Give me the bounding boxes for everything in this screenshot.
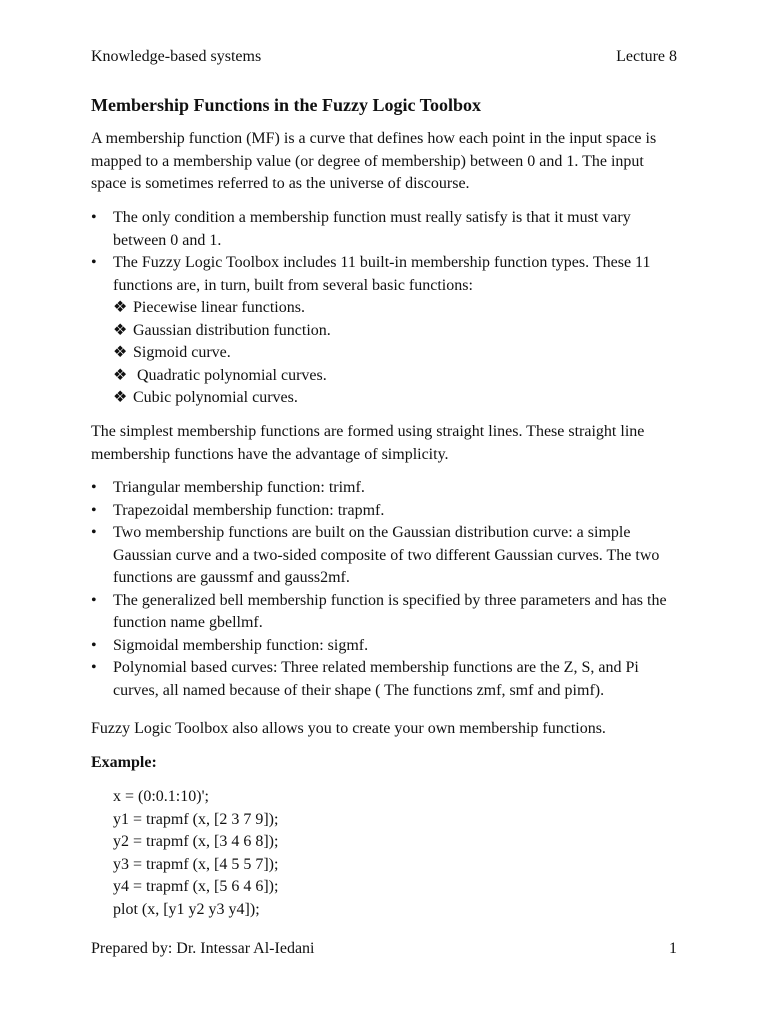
sub-list-item <box>113 342 681 365</box>
bullet-list-mf-types <box>91 477 681 702</box>
list-item <box>91 500 681 523</box>
bullet-icon: • <box>91 479 97 496</box>
code-line: y3 = trapmf (x, [4 5 5 7]); <box>113 855 279 873</box>
header-course: Knowledge-based systems <box>91 48 262 65</box>
bullet-list-conditions <box>91 207 681 410</box>
sub-list-item <box>113 297 681 320</box>
sub-list-item <box>113 365 681 388</box>
paragraph-straight-lines: The simplest membership functions are formed using straight lines. These straight line membership functions have the advantage of simplicity. <box>91 423 645 463</box>
bullet-icon: • <box>91 254 97 271</box>
footer-author: Prepared by: Dr. Intessar Al-Iedani <box>91 940 315 957</box>
list-item-text: The generalized bell membership function is specified by three parameters and has the function name gbellmf. <box>113 591 667 631</box>
header-lecture: Lecture 8 <box>616 48 677 65</box>
code-line: plot (x, [y1 y2 y3 y4]); <box>113 900 260 918</box>
list-item <box>91 657 681 702</box>
bullet-icon: • <box>91 209 97 226</box>
code-line: y1 = trapmf (x, [2 3 7 9]); <box>113 810 279 828</box>
diamond-bullet-icon: ❖ <box>113 344 128 361</box>
bullet-icon: • <box>91 524 97 541</box>
bullet-icon: • <box>91 636 97 654</box>
code-line: y4 = trapmf (x, [5 6 4 6]); <box>113 878 279 895</box>
page-footer <box>91 939 677 959</box>
list-item-text: The Fuzzy Logic Toolbox includes 11 built-in membership function types. These 11 functions are, in turn, built from several basic functions: <box>113 254 651 294</box>
sub-list-basic-functions <box>113 297 681 410</box>
sub-list-item-text: Quadratic polynomial curves. <box>133 366 327 384</box>
bullet-icon: • <box>91 659 97 676</box>
code-line: y2 = trapmf (x, [3 4 6 8]); <box>113 833 279 850</box>
diamond-bullet-icon: ❖ <box>113 321 128 339</box>
list-item-text: The only condition a membership function must really satisfy is that it must vary between 0 and 1. <box>113 209 631 249</box>
sub-list-item <box>113 320 681 343</box>
list-item-text: Triangular membership function: trimf. <box>113 479 365 496</box>
code-example <box>113 786 278 921</box>
paragraph-custom-mf: Fuzzy Logic Toolbox also allows you to create your own membership functions. <box>91 720 606 737</box>
diamond-bullet-icon: ❖ <box>113 389 128 406</box>
list-item-text: Sigmoidal membership function: sigmf. <box>113 636 369 654</box>
sub-list-item-text: Piecewise linear functions. <box>133 299 305 316</box>
diamond-bullet-icon: ❖ <box>113 366 128 384</box>
sub-list-item-text: Gaussian distribution function. <box>133 321 331 339</box>
list-item <box>91 252 681 410</box>
list-item <box>91 522 681 590</box>
section-title: Membership Functions in the Fuzzy Logic Toolbox <box>91 95 482 115</box>
page-number: 1 <box>669 940 677 957</box>
sub-list-item-text: Cubic polynomial curves. <box>133 389 298 406</box>
bullet-icon: • <box>91 501 97 519</box>
sub-list-item <box>113 387 681 410</box>
page-header <box>91 47 677 67</box>
list-item-text: Two membership functions are built on the Gaussian distribution curve: a simple Gaussian curve and a two-sided composite of two different Gaussian curves. The two functions are gaussmf and gauss2mf. <box>113 524 660 586</box>
diamond-bullet-icon: ❖ <box>113 299 128 316</box>
example-heading: Example: <box>91 754 157 771</box>
list-item-text: Polynomial based curves: Three related membership functions are the Z, S, and Pi curves, all named because of their shape ( The functions zmf, smf and pimf). <box>113 659 639 699</box>
code-line: x = (0:0.1:10)'; <box>113 788 209 805</box>
sub-list-item-text: Sigmoid curve. <box>133 344 231 361</box>
list-item <box>91 207 681 252</box>
list-item <box>91 477 681 500</box>
list-item <box>91 590 681 635</box>
bullet-icon: • <box>91 591 97 609</box>
list-item <box>91 635 681 658</box>
intro-paragraph: A membership function (MF) is a curve that defines how each point in the input space is mapped to a membership value (or degree of membership) between 0 and 1. The input space is sometimes referred to as the universe of discourse. <box>91 130 657 192</box>
list-item-text: Trapezoidal membership function: trapmf. <box>113 501 385 519</box>
